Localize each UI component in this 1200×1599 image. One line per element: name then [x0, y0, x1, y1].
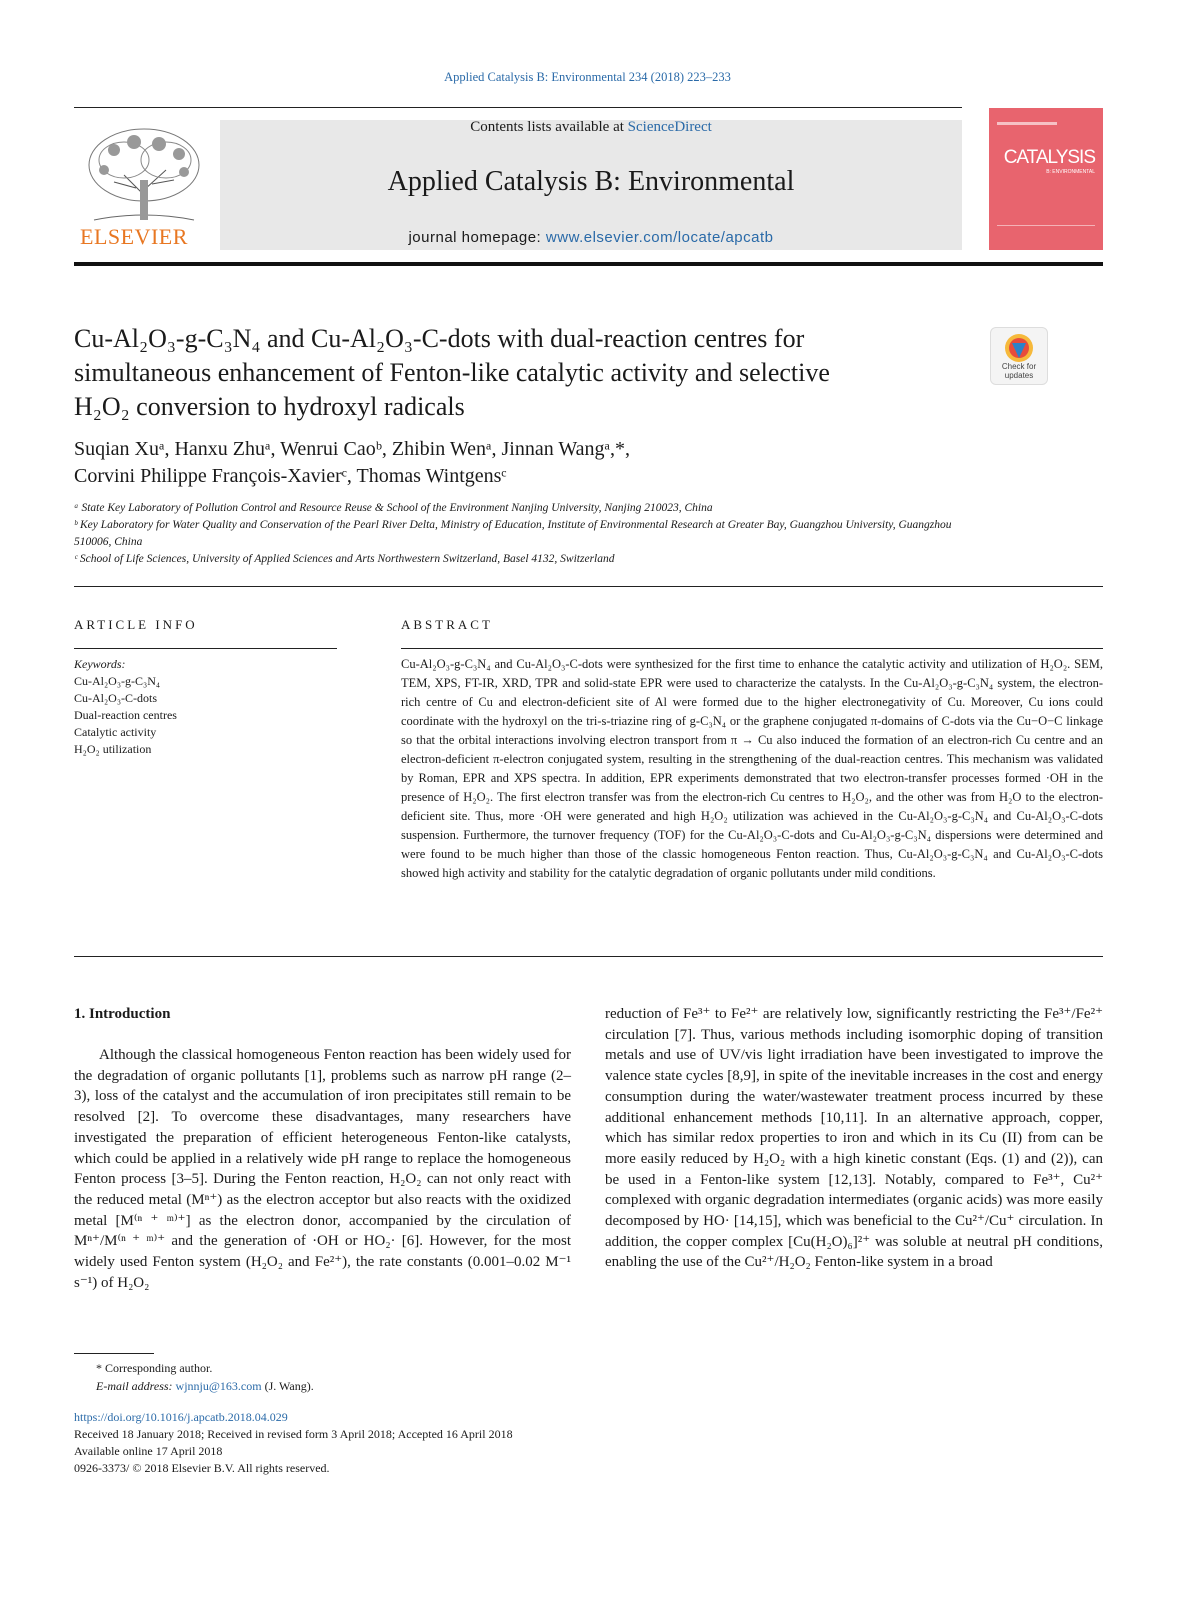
footnote-rule	[74, 1353, 154, 1354]
abstract-text: Cu-Al₂O₃-g-C₃N₄ and Cu-Al₂O₃-C-dots were synthesized for the first time to enhance the catalytic activity and utilization of H₂O₂. SEM, TEM, XPS, FT-IR, XRD, TPR and solid-state EPR were used to characterize the catalysts. In the Cu-Al₂O₃-g-C₃N₄ system, the electron-rich centre of Cu and electron-deficient site of Al were formed due to the higher electronegativity of Cu. Moreover, Cu ions could coordinate with the hydroxyl on the tri-s-triazine ring of g-C₃N₄ or the graphene conjugated π-domains of C-dots via the Cu−O−C linkage so that the orbital interactions involving electron transport from π → Cu also induced the formation of an electron-rich Cu centre and an electron-deficient π-electron conjugated system, resulting in the strengthening of the dual-reaction centres. This mechanism was validated by Roman, EPR and XPS spectra. In addition, EPR experiments demonstrated that two electron-transfer processes formed ·OH in the presence of H₂O₂. The first electron transfer was from the electron-rich Cu centres to H₂O₂, and the other was from H₂O to the electron-deficient site. Thus, more ·OH were generated and high H₂O₂ utilization was achieved in the Cu-Al₂O₃-g-C₃N₄ and Cu-Al₂O₃-C-dots suspension. Furthermore, the turnover frequency (TOF) for the Cu-Al₂O₃-C-dots and Cu-Al₂O₃-g-C₃N₄ dispersions were determined and were found to be much higher than those of the classic homogeneous Fenton reaction. Thus, Cu-Al₂O₃-g-C₃N₄ and Cu-Al₂O₃-C-dots showed high activity and stability for the catalytic degradation of organic pollutants under mild conditions.	[401, 657, 1103, 880]
title-line-3: H₂O₂ conversion to hydroxyl radicals	[74, 392, 465, 421]
received-dates: Received 18 January 2018; Received in revised form 3 April 2018; Accepted 16 April 2018	[74, 1427, 513, 1441]
email-label: E-mail address:	[96, 1379, 176, 1393]
journal-cover[interactable]	[989, 108, 1103, 250]
authors-line-2: Corvini Philippe François-Xavierᶜ, Thomas Wintgensᶜ	[74, 465, 507, 487]
title-line-2: simultaneous enhancement of Fenton-like catalytic activity and selective	[74, 358, 830, 387]
author-list	[74, 436, 1104, 490]
keywords-label: Keywords:	[74, 657, 126, 671]
copyright: 0926-3373/ © 2018 Elsevier B.V. All rights reserved.	[74, 1461, 330, 1475]
email-link[interactable]: wjnnju@163.com	[175, 1379, 262, 1393]
check-for-updates-button[interactable]	[990, 327, 1048, 385]
section-rule	[74, 586, 1103, 587]
intro-paragraph: Although the classical homogeneous Fenton reaction has been widely used for the degradation of organic pollutants [1], problems such as narrow pH range (2–3), loss of the catalyst and the accumulation of iron precipitates still remain to be resolved [2]. To overcome these disadvantages, many researchers have investigated the preparation of efficient heterogeneous Fenton-like catalysts, which could be applied in a relatively wide pH range to replace the homogeneous Fenton process [3–5]. During the Fenton reaction, H₂O₂ can not only react with the reduced metal (Mⁿ⁺) as the electron acceptor but also reacts with the oxidized metal [M⁽ⁿ ⁺ ᵐ⁾⁺] as the electron donor, accompanied by the circulation of Mⁿ⁺/M⁽ⁿ ⁺ ᵐ⁾⁺ and the generation of ·OH or HO₂· [6]. However, for the most widely used Fenton system (H₂O₂ and Fe²⁺), the rate constants (0.001–0.02 M⁻¹ s⁻¹) of H₂O₂	[74, 1047, 571, 1291]
email-suffix: (J. Wang).	[261, 1379, 314, 1393]
keyword: H₂O₂ utilization	[74, 742, 152, 756]
affiliation-a: ᵃ State Key Laboratory of Pollution Control and Resource Reuse & School of the Environment Nanjing University, Nanjing 210023, China	[74, 502, 713, 514]
available-online: Available online 17 April 2018	[74, 1444, 223, 1458]
body-column-right	[605, 1004, 1103, 1273]
abstract-heading: ABSTRACT	[401, 617, 493, 632]
check-for-updates-label: Check for updates	[1001, 362, 1037, 380]
keyword: Cu-Al₂O₃-g-C₃N₄	[74, 674, 161, 688]
corresponding-author: * Corresponding author.	[96, 1361, 213, 1375]
article-info-rule	[74, 648, 337, 649]
header-rule	[74, 107, 962, 108]
article-info-heading: ARTICLE INFO	[74, 617, 198, 632]
cover-title: CATALYSIS	[1003, 147, 1095, 168]
article-title	[74, 322, 974, 424]
intro-paragraph-continued: reduction of Fe³⁺ to Fe²⁺ are relatively low, significantly restricting the Fe³⁺/Fe²⁺ circulation [7]. Thus, various methods including isomorphic doping of transition metals and use of UV/vis light irradiation have been investigated to improve the valence state cycles [8,9], in spite of the inevitable increases in the cost and energy consumption during the water/wastewater treatment process incurred by these additional enhancement methods [10,11]. In an alternative approach, copper, which has similar redox properties to iron and which in its Cu (II) from can be more easily reduced by H₂O₂ with a high kinetic constant (Eqs. (1) and (2)), can be used in a Fenton-like system [12,13]. Notably, compared to Fe³⁺, Cu²⁺ complexed with organic degradation intermediates (organic acids) was more easily decomposed by HO· [14,15], which was beneficial to the Cu²⁺/Cu⁺ circulation. In addition, the copper complex [Cu(H₂O)₆]²⁺ was soluble at neutral pH conditions, enabling the use of the Cu²⁺/H₂O₂ Fenton-like system in a broad	[605, 1006, 1103, 1271]
header-thick-rule	[74, 262, 1103, 266]
journal-homepage	[220, 229, 962, 246]
homepage-prefix: journal homepage:	[408, 229, 546, 246]
contents-line	[220, 119, 962, 136]
authors-line-1: Suqian Xuᵃ, Hanxu Zhuᵃ, Wenrui Caoᵇ, Zhibin Wenᵃ, Jinnan Wangᵃ,*,	[74, 438, 630, 460]
keyword: Dual-reaction centres	[74, 708, 177, 722]
journal-title: Applied Catalysis B: Environmental	[387, 166, 795, 197]
keywords-block	[74, 656, 337, 758]
abstract-end-rule	[74, 956, 1103, 957]
elsevier-logo	[74, 120, 214, 250]
publisher-name: ELSEVIER	[80, 224, 188, 249]
cover-subtitle: B: ENVIRONMENTAL	[1046, 169, 1095, 175]
body-column-left	[74, 1045, 571, 1293]
keyword: Catalytic activity	[74, 725, 157, 739]
homepage-link[interactable]: www.elsevier.com/locate/apcatb	[545, 229, 774, 246]
keyword: Cu-Al₂O₃-C-dots	[74, 691, 158, 705]
affiliations	[74, 500, 974, 568]
sciencedirect-link[interactable]: ScienceDirect	[627, 119, 712, 135]
affiliation-b: ᵇ Key Laboratory for Water Quality and Conservation of the Pearl River Delta, Ministry of Education, Institute of Environmental Research at Greater Bay, Guangzhou University, Guangzhou 510006, China	[74, 519, 952, 548]
journal-citation: Applied Catalysis B: Environmental 234 (2018) 223–233	[444, 70, 731, 84]
abstract-rule	[401, 648, 1103, 649]
title-line-1: Cu-Al₂O₃-g-C₃N₄ and Cu-Al₂O₃-C-dots with dual-reaction centres for	[74, 324, 805, 353]
contents-prefix: Contents lists available at	[470, 119, 628, 135]
affiliation-c: ᶜ School of Life Sciences, University of Applied Sciences and Arts Northwestern Switzerland, Basel 4132, Switzerland	[74, 553, 615, 565]
footnote	[74, 1359, 574, 1395]
publication-info	[74, 1409, 774, 1477]
doi-link[interactable]: https://doi.org/10.1016/j.apcatb.2018.04.029	[74, 1410, 288, 1424]
introduction-heading: 1. Introduction	[74, 1006, 171, 1022]
